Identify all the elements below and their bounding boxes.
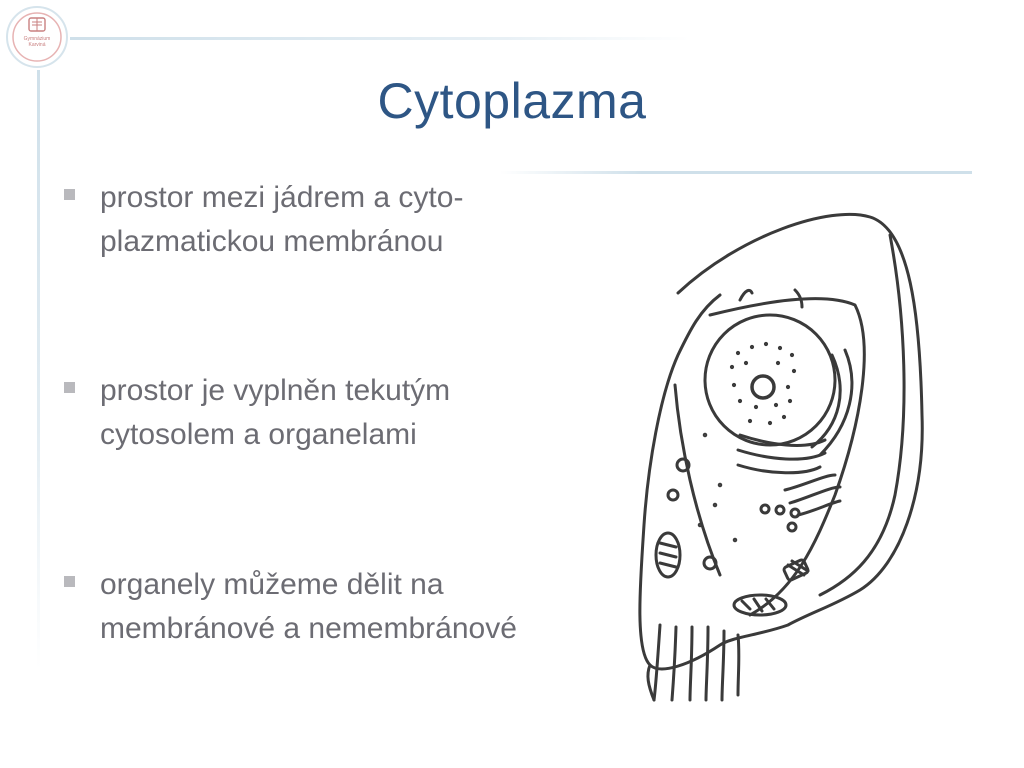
bullet-line: organely můžeme dělit na <box>100 568 444 601</box>
cell-drawing <box>620 195 960 715</box>
bullet-line: plazmatickou membránou <box>100 225 444 258</box>
bullet-line: cytosolem a organelami <box>100 418 417 451</box>
decorative-line-left <box>37 70 40 670</box>
nucleolus <box>752 376 774 398</box>
cell-illustration-icon <box>620 195 960 715</box>
svg-text:Gymnázium: Gymnázium <box>23 36 51 42</box>
svg-text:Karviná: Karviná <box>28 42 46 48</box>
bullet-line: prostor je vyplněn tekutým <box>100 374 451 407</box>
bullet-item <box>62 563 642 651</box>
bullet-item <box>62 369 642 457</box>
school-seal-icon <box>8 8 66 66</box>
decorative-line-title <box>500 171 972 174</box>
bullet-line: prostor mezi jádrem a cyto- <box>100 181 464 214</box>
bullet-line: membránové a nemembránové <box>100 612 517 645</box>
bullet-marker-icon <box>64 382 75 393</box>
mitochondrion <box>734 595 786 615</box>
centriole <box>783 559 809 581</box>
bullet-item <box>62 176 642 264</box>
school-logo <box>6 6 68 68</box>
bullet-marker-icon <box>64 576 75 587</box>
bullet-marker-icon <box>64 189 75 200</box>
slide-title: Cytoplazma <box>377 73 647 129</box>
decorative-line-top <box>70 37 690 40</box>
